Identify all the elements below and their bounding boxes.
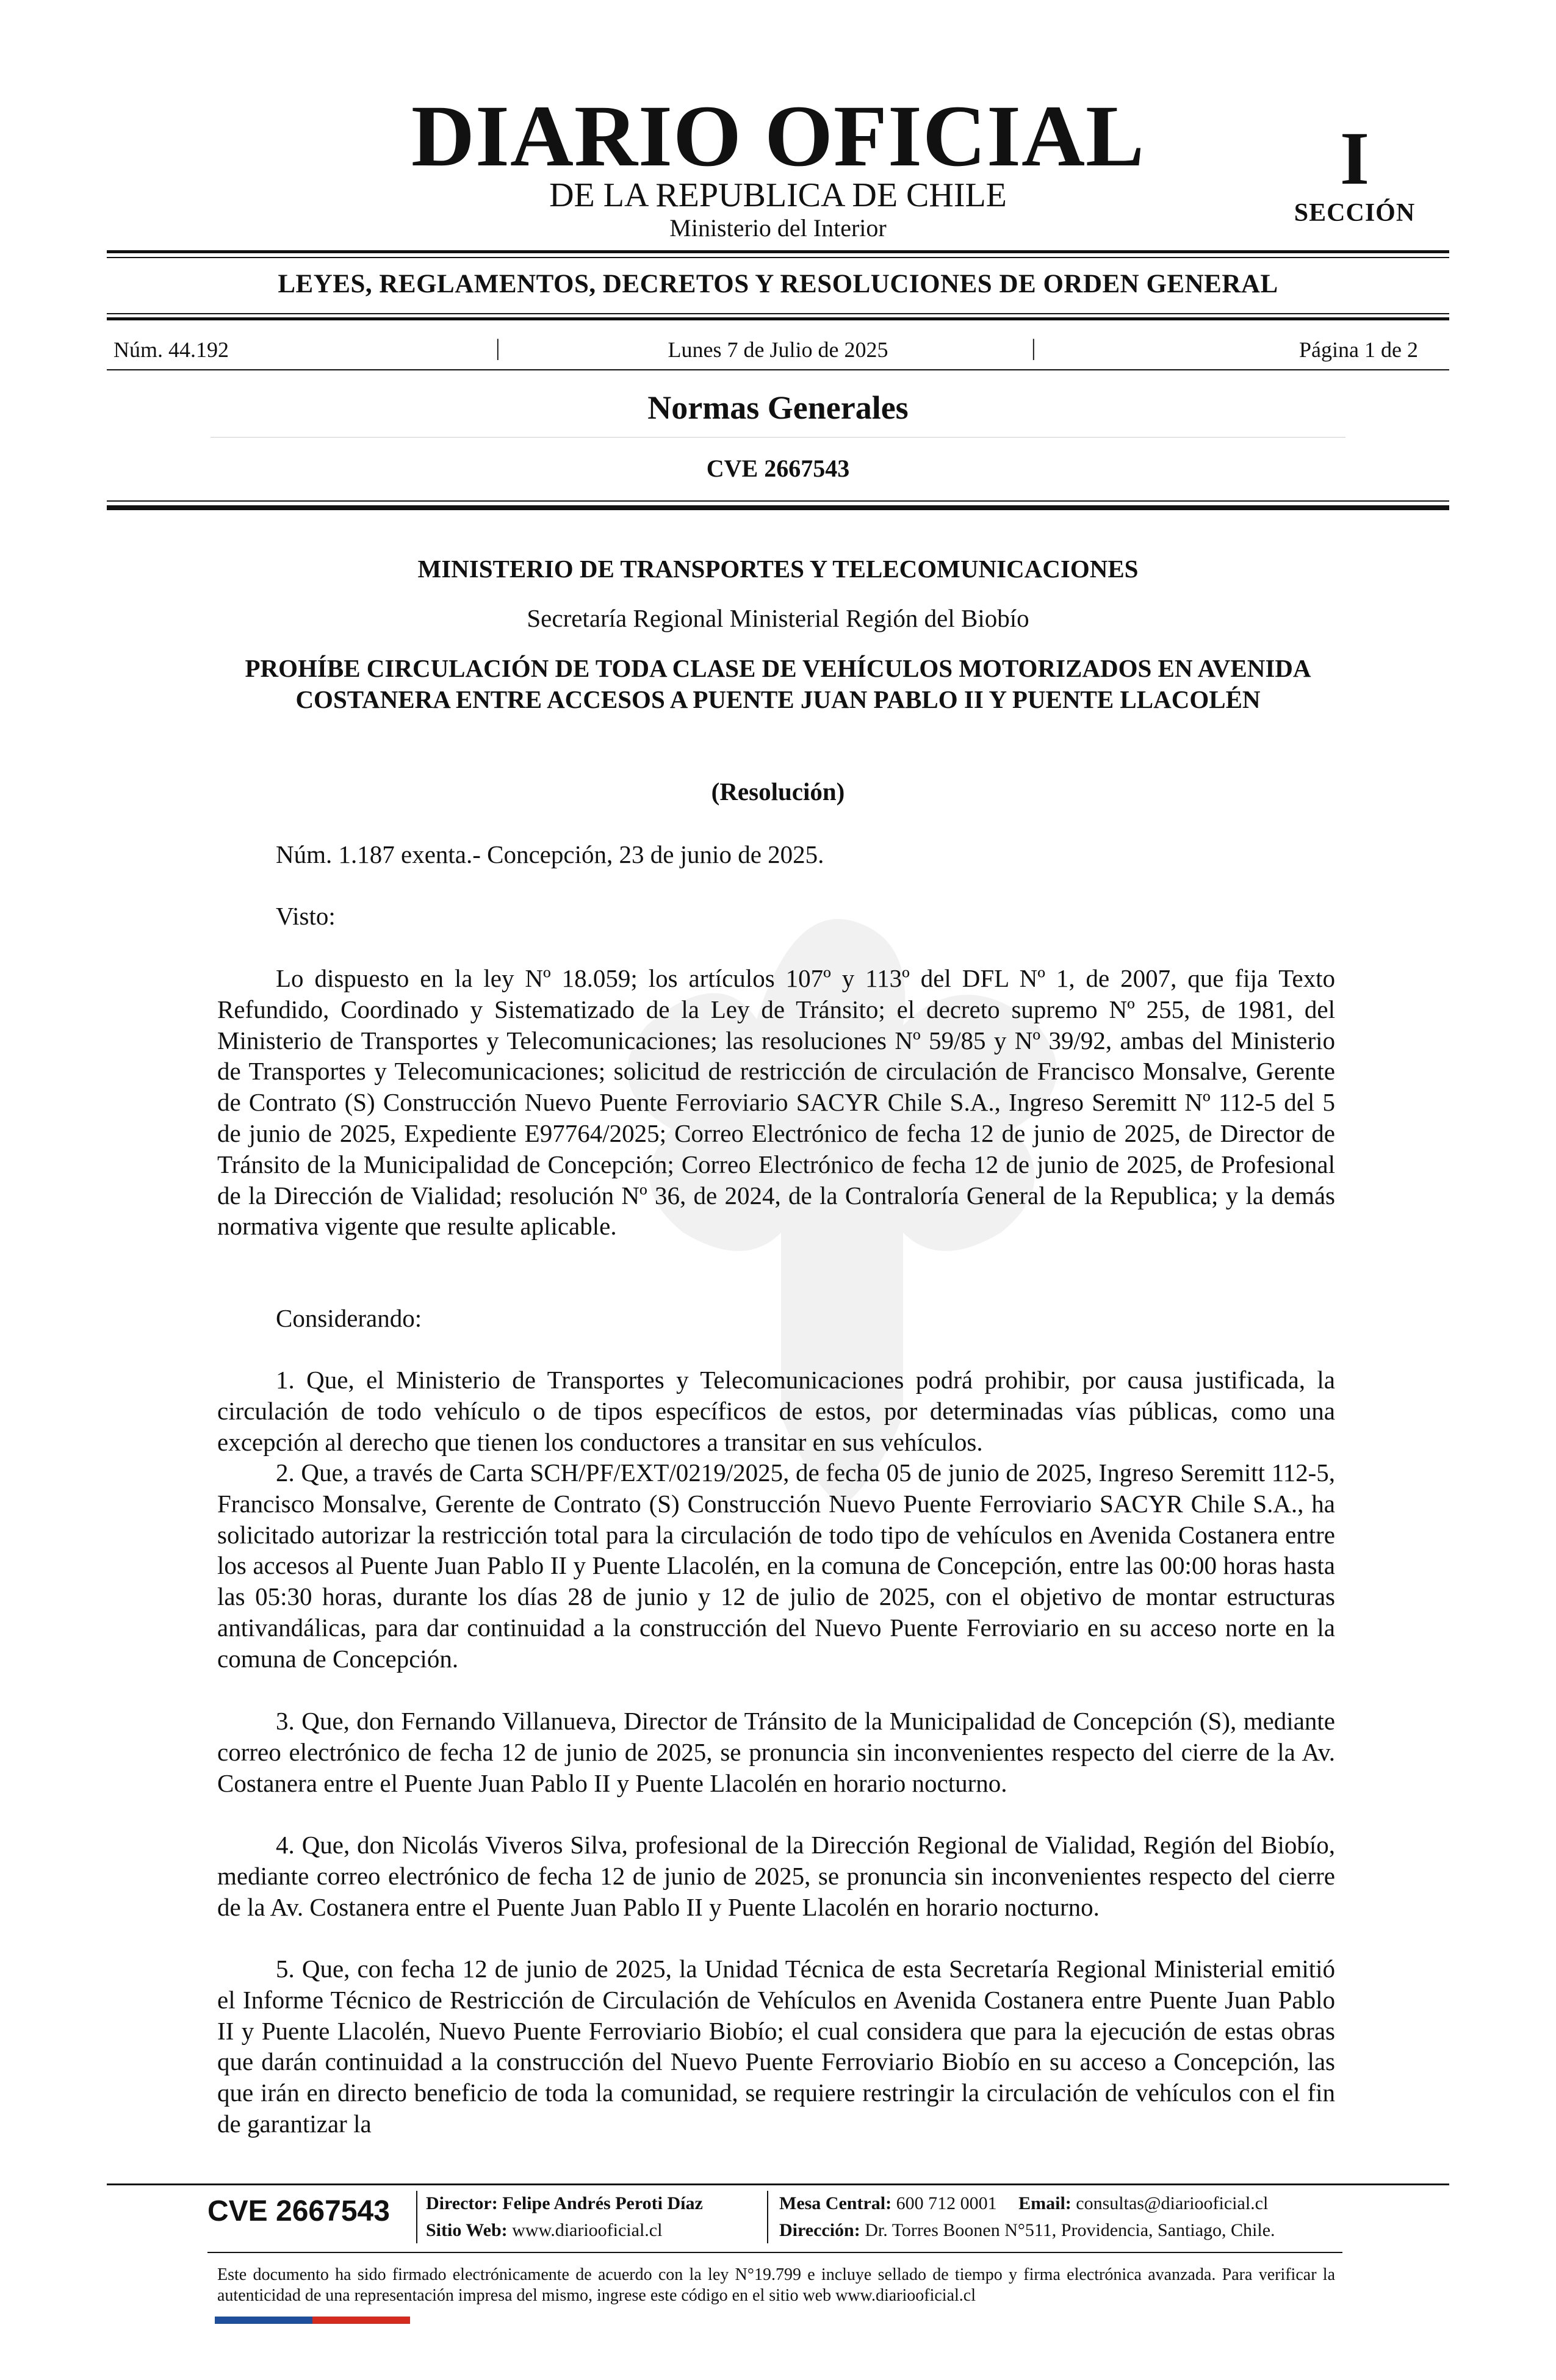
signature-disclaimer: Este documento ha sido firmado electrónicamente de acuerdo con la ley N°19.799 e incluye sellado de tiempo y firma electrónica avanzada. Para verificar la autenticidad de una representación impresa del mismo, ingrese este código en el sitio web www.diariooficial.cl xyxy=(217,2265,1335,2305)
footer-director xyxy=(426,2194,703,2213)
header-rule-thin xyxy=(107,257,1449,258)
footer-divider xyxy=(416,2191,417,2243)
footer-address xyxy=(779,2221,1275,2240)
considerando-item: 2. Que, a través de Carta SCH/PF/EXT/0219/2025, de fecha 05 de junio de 2025, Ingreso Seremitt 112-5, Francisco Monsalve, Gerente de Contrato (S) Construcción Nuevo Puente Ferroviario SACYR Chile S.A., ha solicitado autorizar la restricción total para la circulación de todo tipo de vehículos en Avenida Costanera entre los accesos al Puente Juan Pablo II y Puente Llacolén, en la comuna de Concepción, entre las 00:00 horas hasta las 05:30 horas, durante los días 28 de junio y 12 de julio de 2025, con el objetivo de montar estructuras antivandálicas, para dar continuidad a la construcción del Nuevo Puente Ferroviario en su acceso norte en la comuna de Concepción. xyxy=(217,1459,1335,1673)
email-link[interactable]: consultas@diariooficial.cl xyxy=(1076,2193,1269,2213)
masthead-title: DIARIO OFICIAL xyxy=(411,88,1145,185)
considerando-item: 1. Que, el Ministerio de Transportes y Telecomunicaciones podrá prohibir, por causa justificada, la circulación de todo vehículo o de tipos específicos de estos, por determinadas vías públicas, como una excepción al derecho que tienen los conductores a transitar en sus vehículos. xyxy=(217,1366,1335,1456)
considerando-heading: Considerando: xyxy=(276,1304,422,1332)
section-number: I xyxy=(1339,117,1370,200)
footer-divider xyxy=(767,2191,768,2243)
considerando-item: 4. Que, don Nicolás Viveros Silva, profesional de la Dirección Regional de Vialidad, Región del Biobío, mediante correo electrónico de fecha 12 de junio de 2025, se pronuncia sin inconvenientes respecto del cierre de la Av. Costanera entre el Puente Juan Pablo II y Puente Llacolén en horario nocturno. xyxy=(217,1831,1335,1921)
address-value: Dr. Torres Boonen N°511, Providencia, Santiago, Chile. xyxy=(865,2220,1275,2240)
visto-heading: Visto: xyxy=(276,902,336,930)
issue-date: Lunes 7 de Julio de 2025 xyxy=(668,337,888,362)
considerando-item: 5. Que, con fecha 12 de junio de 2025, la Unidad Técnica de esta Secretaría Regional Ministerial emitió el Informe Técnico de Restricción de Circulación de Vehículos en Avenida Costanera entre Puente Juan Pablo II y Puente Llacolén, Nuevo Puente Ferroviario Biobío; el cual considera que para la ejecución de estas obras que darán continuidad a la construcción del Nuevo Puente Ferroviario Biobío en su acceso a Concepción, las que irán en directo beneficio de toda la comunidad, se requiere restringir la circulación de vehículos con el fin de garantizar la xyxy=(217,1955,1335,2138)
masthead-subtitle: DE LA REPUBLICA DE CHILE xyxy=(549,176,1007,214)
issue-separator: | xyxy=(1031,335,1036,361)
document-title: PROHÍBE CIRCULACIÓN DE TODA CLASE DE VEHÍCULOS MOTORIZADOS EN AVENIDA COSTANERA ENTRE ACCESOS A PUENTE JUAN PABLO II Y PUENTE LLACOLÉN xyxy=(245,654,1311,713)
issue-separator: | xyxy=(495,335,500,361)
website-link[interactable]: www.diariooficial.cl xyxy=(512,2220,663,2240)
issue-number: Núm. 44.192 xyxy=(113,337,229,362)
category-heading: LEYES, REGLAMENTOS, DECRETOS Y RESOLUCIONES DE ORDEN GENERAL xyxy=(278,270,1278,298)
director-label: Director: xyxy=(426,2193,498,2213)
footer-website xyxy=(426,2221,662,2240)
issuing-office: Secretaría Regional Ministerial Región del Biobío xyxy=(527,604,1029,632)
section-label: SECCIÓN xyxy=(1294,199,1416,227)
info-rule xyxy=(107,369,1449,370)
footer-rule xyxy=(107,2183,1449,2185)
website-label: Sitio Web: xyxy=(426,2220,508,2240)
category-rule-thick xyxy=(107,317,1449,320)
section-heading: Normas Generales xyxy=(647,389,909,426)
issuing-ministry: MINISTERIO DE TRANSPORTES Y TELECOMUNICACIONES xyxy=(417,555,1139,583)
footer-contact xyxy=(779,2194,1268,2213)
visto-paragraph: Lo dispuesto en la ley Nº 18.059; los artículos 107º y 113º del DFL Nº 1, de 2007, que fija Texto Refundido, Coordinado y Sistematizado de la Ley de Tránsito; el decreto supremo Nº 255, de 1981, del Ministerio de Transportes y Telecomunicaciones; las resoluciones Nº 59/85 y Nº 39/92, ambas del Ministerio de Transportes y Telecomunicaciones; solicitud de restricción de circulación de Francisco Monsalve, Gerente de Contrato (S) Construcción Nuevo Puente Ferroviario SACYR Chile S.A., Ingreso Seremitt Nº 112-5 del 5 de junio de 2025, Expediente E97764/2025; Correo Electrónico de fecha 12 de junio de 2025, de Director de Tránsito de la Municipalidad de Concepción; Correo Electrónico de fecha 12 de junio de 2025, de Profesional de la Dirección de Vialidad; resolución Nº 36, de 2024, de la Contraloría General de la Republica; y la demás normativa vigente que resulte aplicable. xyxy=(217,964,1335,1241)
cve-rule-thick xyxy=(107,505,1449,510)
director-name: Felipe Andrés Peroti Díaz xyxy=(502,2193,703,2213)
phone-label: Mesa Central: xyxy=(779,2193,892,2213)
address-label: Dirección: xyxy=(779,2220,860,2240)
resolution-number: Núm. 1.187 exenta.- Concepción, 23 de junio de 2025. xyxy=(276,840,824,868)
flag-stripe-red xyxy=(312,2317,410,2324)
email-label: Email: xyxy=(1018,2193,1072,2213)
flag-stripe-blue xyxy=(215,2317,312,2324)
masthead-ministry: Ministerio del Interior xyxy=(669,214,887,242)
cve-code: CVE 2667543 xyxy=(706,455,850,482)
section-heading-rule xyxy=(211,437,1345,438)
document-type: (Resolución) xyxy=(711,777,845,806)
header-rule-thick xyxy=(107,250,1449,253)
page-indicator: Página 1 de 2 xyxy=(1299,337,1418,362)
phone-value: 600 712 0001 xyxy=(896,2193,997,2213)
considerando-item: 3. Que, don Fernando Villanueva, Director de Tránsito de la Municipalidad de Concepción (S), mediante correo electrónico de fecha 12 de junio de 2025, se pronuncia sin inconvenientes respecto del cierre de la Av. Costanera entre el Puente Juan Pablo II y Puente Llacolén en horario nocturno. xyxy=(217,1707,1335,1797)
footer-cve-code: CVE 2667543 xyxy=(207,2195,390,2227)
category-rule-thin xyxy=(107,313,1449,314)
footer-rule xyxy=(207,2252,1342,2253)
cve-rule-thin xyxy=(107,500,1449,502)
